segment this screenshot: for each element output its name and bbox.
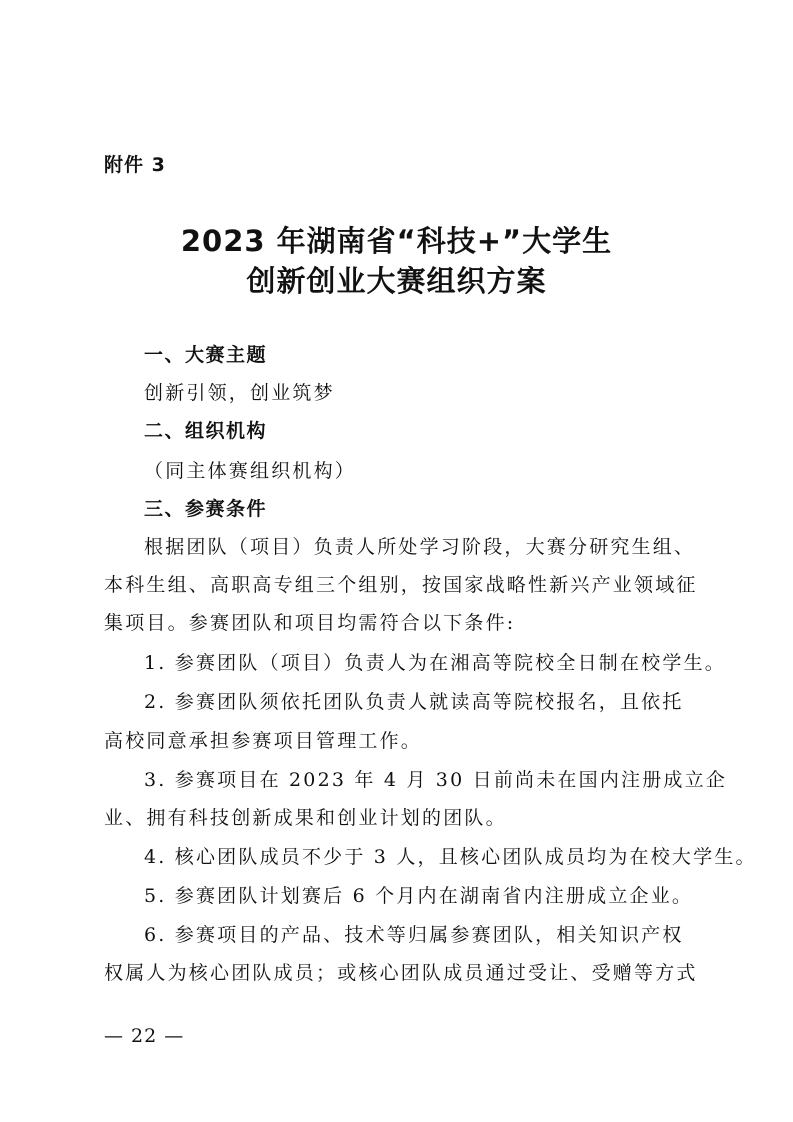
condition-item-3-line-2: 业、拥有科技创新成果和创业计划的团队。 xyxy=(104,807,507,829)
page-number: — 22 — xyxy=(104,1025,185,1047)
condition-item-2-line-1: 2. 参赛团队须依托团队负责人就读高等院校报名，且依托 xyxy=(144,691,684,713)
document-title-line-2: 创新创业大赛组织方案 xyxy=(246,264,547,298)
condition-item-1: 1. 参赛团队（项目）负责人为在湘高等院校全日制在校学生。 xyxy=(144,652,726,674)
document-title-line-1: 2023 年湖南省“科技+”大学生 xyxy=(180,224,613,258)
condition-item-5: 5. 参赛团队计划赛后 6 个月内在湖南省内注册成立企业。 xyxy=(144,885,694,907)
attachment-label: 附件 3 xyxy=(104,154,166,176)
section-3-heading: 三、参赛条件 xyxy=(144,498,268,520)
condition-item-3-line-1: 3. 参赛项目在 2023 年 4 月 30 日前尚未在国内注册成立企 xyxy=(144,769,728,791)
section-3-paragraph-line-2: 本科生组、高职高专组三个组别，按国家战略性新兴产业领域征 xyxy=(104,574,698,596)
condition-item-4: 4. 核心团队成员不少于 3 人，且核心团队成员均为在校大学生。 xyxy=(144,846,757,868)
section-2-heading: 二、组织机构 xyxy=(144,420,268,442)
condition-item-2-line-2: 高校同意承担参赛项目管理工作。 xyxy=(104,730,423,752)
section-3-paragraph-line-3: 集项目。参赛团队和项目均需符合以下条件: xyxy=(104,612,516,634)
condition-item-6-line-1: 6. 参赛项目的产品、技术等归属参赛团队，相关知识产权 xyxy=(144,924,684,946)
section-2-text: （同主体赛组织机构） xyxy=(144,460,357,482)
section-1-text: 创新引领，创业筑梦 xyxy=(144,382,335,404)
condition-item-6-line-2: 权属人为核心团队成员；或核心团队成员通过受让、受赠等方式 xyxy=(104,962,698,984)
section-1-heading: 一、大赛主题 xyxy=(144,344,268,366)
section-3-paragraph-line-1: 根据团队（项目）负责人所处学习阶段，大赛分研究生组、 xyxy=(144,536,696,558)
